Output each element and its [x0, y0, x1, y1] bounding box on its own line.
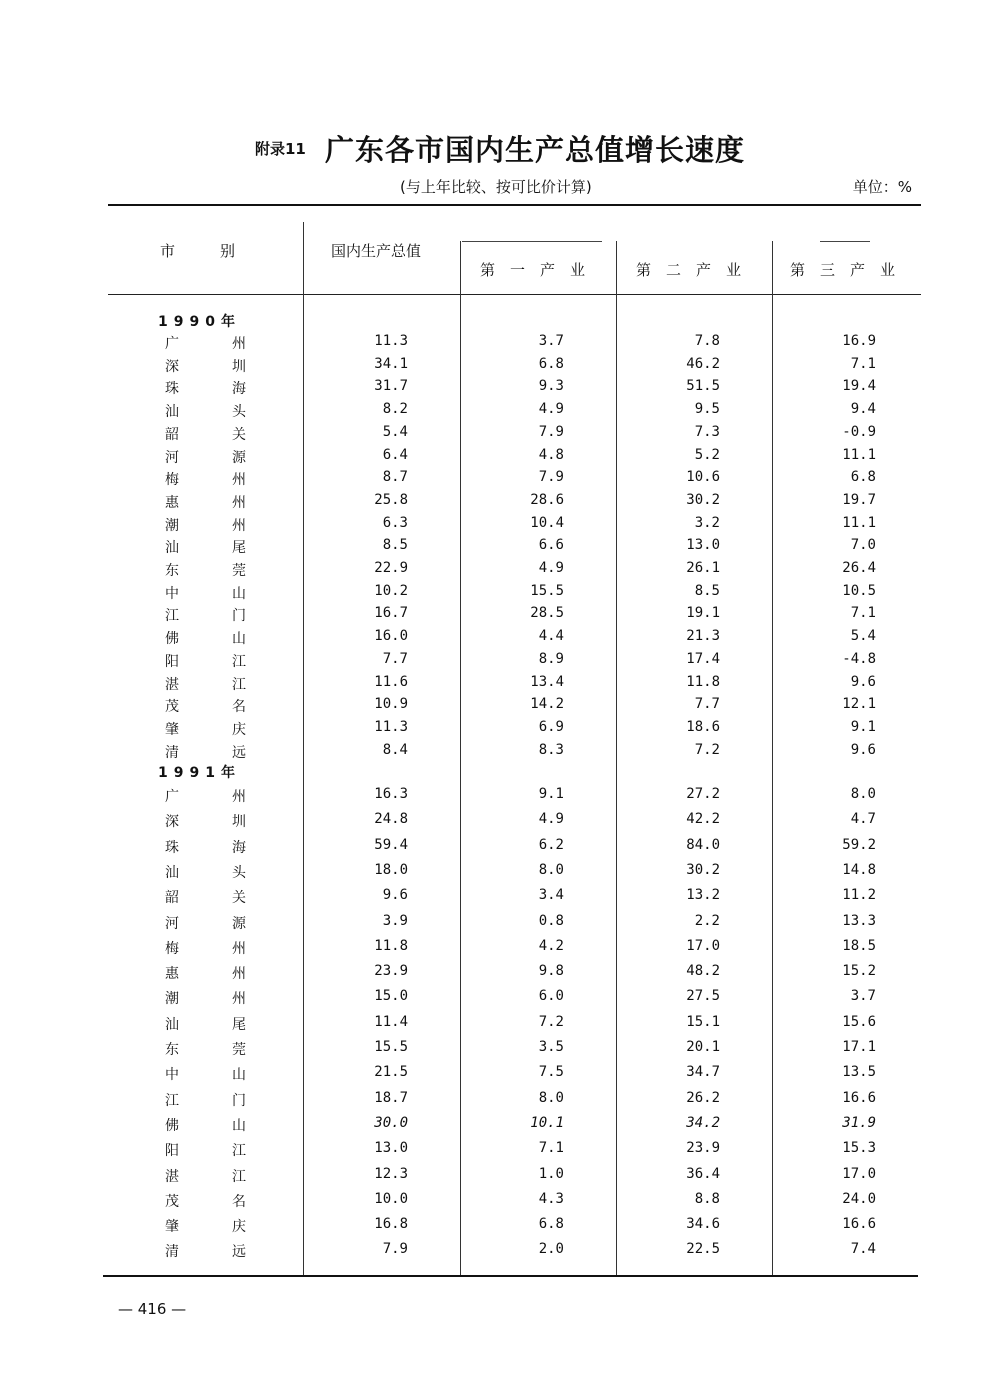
city-char-1: 江 — [165, 608, 179, 625]
city-char-2: 源 — [232, 915, 246, 932]
tertiary-value: 7.4 — [850, 1241, 876, 1258]
table-row — [0, 1014, 1000, 1036]
primary-value: 15.5 — [530, 582, 564, 599]
primary-value: 4.4 — [538, 628, 564, 645]
city-char-2: 名 — [232, 1193, 246, 1210]
primary-value: 10.1 — [530, 1114, 564, 1131]
gdp-value: 9.6 — [382, 887, 408, 904]
city-char-1: 河 — [165, 449, 179, 466]
table-row — [0, 628, 1000, 650]
header-tertiary: 第 三 产 业 — [790, 261, 896, 279]
secondary-value: 17.0 — [686, 937, 720, 954]
city-char-2: 海 — [232, 381, 246, 398]
table-bottom-rule — [103, 1275, 918, 1277]
gdp-value: 16.8 — [374, 1216, 408, 1233]
table-row — [0, 447, 1000, 469]
tertiary-value: 31.9 — [842, 1114, 876, 1131]
secondary-value: 27.2 — [686, 786, 720, 802]
primary-value: 10.4 — [530, 514, 564, 531]
tertiary-value: 9.4 — [850, 401, 876, 418]
gdp-value: 5.4 — [382, 423, 408, 440]
gdp-value: 34.1 — [374, 355, 408, 372]
gdp-value: 16.3 — [374, 786, 408, 802]
city-char-1: 汕 — [165, 540, 179, 557]
table-row — [0, 1216, 1000, 1238]
primary-value: 4.9 — [538, 811, 564, 828]
table-row — [0, 1090, 1000, 1112]
tertiary-value: -0.9 — [842, 423, 876, 440]
secondary-value: 18.6 — [686, 718, 720, 735]
secondary-value: 21.3 — [686, 628, 720, 645]
primary-value: 2.0 — [538, 1241, 564, 1258]
gdp-value: 10.9 — [374, 696, 408, 713]
primary-value: 9.8 — [538, 963, 564, 980]
city-char-2: 山 — [232, 1067, 246, 1084]
unit-label: 单位：% — [852, 178, 912, 196]
secondary-value: 8.8 — [694, 1190, 720, 1207]
secondary-value: 26.1 — [686, 560, 720, 576]
city-char-1: 茂 — [165, 699, 179, 716]
city-char-1: 汕 — [165, 404, 179, 421]
secondary-value: 23.9 — [686, 1140, 720, 1157]
secondary-value: 17.4 — [686, 650, 720, 667]
city-char-1: 茂 — [165, 1193, 179, 1210]
primary-value: 9.3 — [538, 378, 564, 395]
primary-value: 1.0 — [538, 1165, 564, 1182]
table-header-rule — [108, 294, 921, 295]
tertiary-value: 13.3 — [842, 912, 876, 929]
table-row — [0, 913, 1000, 935]
tertiary-value: 17.1 — [842, 1039, 876, 1055]
primary-value: 6.6 — [538, 537, 564, 554]
table-row — [0, 988, 1000, 1010]
year-label: 1991年 — [158, 765, 241, 781]
tertiary-value: 17.0 — [842, 1165, 876, 1182]
city-char-2: 莞 — [232, 563, 246, 579]
primary-value: 8.0 — [538, 1089, 564, 1106]
primary-value: 3.4 — [538, 887, 564, 904]
table-row — [0, 786, 1000, 808]
tertiary-value: 5.4 — [850, 628, 876, 645]
gdp-value: 31.7 — [374, 378, 408, 395]
city-char-1: 东 — [165, 563, 179, 579]
city-char-2: 关 — [232, 890, 246, 907]
city-char-2: 头 — [232, 404, 246, 421]
city-char-2: 圳 — [232, 814, 246, 831]
table-row — [0, 605, 1000, 627]
primary-value: 4.3 — [538, 1190, 564, 1207]
secondary-value: 20.1 — [686, 1039, 720, 1055]
tertiary-value: 11.1 — [842, 514, 876, 531]
tertiary-value: 15.3 — [842, 1140, 876, 1157]
table-row — [0, 356, 1000, 378]
tertiary-value: 14.8 — [842, 861, 876, 878]
tertiary-value: 11.1 — [842, 446, 876, 463]
table-row — [0, 378, 1000, 400]
table-row — [0, 1166, 1000, 1188]
tertiary-value: 26.4 — [842, 560, 876, 576]
city-char-1: 河 — [165, 915, 179, 932]
city-char-1: 湛 — [165, 1168, 179, 1185]
tertiary-value: 10.5 — [842, 582, 876, 599]
table-row — [0, 424, 1000, 446]
secondary-value: 7.8 — [694, 333, 720, 349]
tertiary-value: 16.9 — [842, 333, 876, 349]
secondary-value: 8.5 — [694, 582, 720, 599]
table-row — [0, 401, 1000, 423]
city-char-2: 州 — [232, 472, 246, 489]
tertiary-value: 19.4 — [842, 378, 876, 395]
table-row — [0, 696, 1000, 718]
secondary-value: 34.7 — [686, 1064, 720, 1081]
tertiary-value: 7.1 — [850, 605, 876, 622]
secondary-value: 26.2 — [686, 1089, 720, 1106]
city-char-1: 清 — [165, 1244, 179, 1261]
city-char-1: 阳 — [165, 1143, 179, 1160]
table-row — [0, 651, 1000, 673]
gdp-value: 16.7 — [374, 605, 408, 622]
city-char-1: 佛 — [165, 631, 179, 648]
city-char-1: 深 — [165, 358, 179, 375]
tertiary-value: 9.6 — [850, 741, 876, 758]
secondary-value: 7.7 — [694, 696, 720, 713]
tertiary-value: 4.7 — [850, 811, 876, 828]
appendix-tag: 附录11 — [255, 140, 306, 158]
secondary-value: 48.2 — [686, 963, 720, 980]
city-char-2: 山 — [232, 1117, 246, 1134]
subtitle: (与上年比较、按可比价计算) — [400, 178, 592, 196]
table-top-rule — [108, 204, 921, 206]
primary-value: 0.8 — [538, 912, 564, 929]
city-char-2: 江 — [232, 676, 246, 693]
secondary-value: 2.2 — [694, 912, 720, 929]
primary-value: 7.9 — [538, 469, 564, 486]
primary-value: 4.9 — [538, 560, 564, 576]
city-char-1: 肇 — [165, 721, 179, 738]
secondary-value: 19.1 — [686, 605, 720, 622]
city-char-2: 尾 — [232, 540, 246, 557]
city-char-1: 惠 — [165, 966, 179, 983]
table-row — [0, 560, 1000, 582]
secondary-value: 84.0 — [686, 836, 720, 853]
gdp-value: 11.3 — [374, 718, 408, 735]
tertiary-value: 16.6 — [842, 1089, 876, 1106]
city-char-1: 汕 — [165, 1016, 179, 1033]
gdp-value: 13.0 — [374, 1140, 408, 1157]
gdp-value: 11.3 — [374, 333, 408, 349]
city-char-1: 梅 — [165, 940, 179, 957]
city-char-2: 远 — [232, 744, 246, 761]
table-row — [0, 1064, 1000, 1086]
primary-value: 7.9 — [538, 423, 564, 440]
table-row — [0, 492, 1000, 514]
city-char-2: 州 — [232, 789, 246, 805]
city-char-2: 海 — [232, 839, 246, 856]
city-char-1: 佛 — [165, 1117, 179, 1134]
secondary-value: 11.8 — [686, 673, 720, 690]
page-title — [0, 128, 1000, 169]
header-city: 市 别 — [160, 242, 236, 260]
primary-value: 7.5 — [538, 1064, 564, 1081]
table-row — [0, 1191, 1000, 1213]
gdp-value: 18.0 — [374, 861, 408, 878]
table-row — [0, 887, 1000, 909]
secondary-value: 51.5 — [686, 378, 720, 395]
primary-value: 6.0 — [538, 988, 564, 1005]
gdp-value: 23.9 — [374, 963, 408, 980]
gdp-value: 12.3 — [374, 1165, 408, 1182]
primary-value: 8.3 — [538, 741, 564, 758]
secondary-value: 13.0 — [686, 537, 720, 554]
city-char-2: 门 — [232, 608, 246, 625]
primary-value: 8.0 — [538, 861, 564, 878]
table-row — [0, 333, 1000, 355]
tertiary-value: -4.8 — [842, 650, 876, 667]
gdp-value: 8.2 — [382, 401, 408, 418]
city-char-2: 庆 — [232, 1219, 246, 1236]
primary-value: 7.1 — [538, 1140, 564, 1157]
city-char-1: 清 — [165, 744, 179, 761]
table-row — [0, 1039, 1000, 1061]
tertiary-value: 6.8 — [850, 469, 876, 486]
gdp-value: 21.5 — [374, 1064, 408, 1081]
tertiary-value: 16.6 — [842, 1216, 876, 1233]
year-heading — [0, 762, 1000, 784]
city-char-2: 州 — [232, 336, 246, 352]
city-char-2: 头 — [232, 864, 246, 881]
gdp-value: 8.7 — [382, 469, 408, 486]
secondary-value: 27.5 — [686, 988, 720, 1005]
city-char-2: 江 — [232, 653, 246, 670]
tertiary-value: 18.5 — [842, 937, 876, 954]
gdp-value: 30.0 — [374, 1114, 408, 1131]
city-char-2: 江 — [232, 1168, 246, 1185]
city-char-2: 门 — [232, 1092, 246, 1109]
title-main: 广东各市国内生产总值增长速度 — [324, 133, 745, 167]
primary-value: 8.9 — [538, 650, 564, 667]
gdp-value: 11.4 — [374, 1013, 408, 1030]
tertiary-value: 59.2 — [842, 836, 876, 853]
city-char-2: 州 — [232, 966, 246, 983]
primary-value: 28.6 — [530, 491, 564, 508]
tertiary-value: 7.0 — [850, 537, 876, 554]
city-char-1: 惠 — [165, 494, 179, 511]
tertiary-value: 24.0 — [842, 1190, 876, 1207]
city-char-1: 深 — [165, 814, 179, 831]
table-row — [0, 719, 1000, 741]
header-primary: 第 一 产 业 — [480, 261, 586, 279]
secondary-value: 22.5 — [686, 1241, 720, 1258]
secondary-value: 42.2 — [686, 811, 720, 828]
gdp-value: 8.5 — [382, 537, 408, 554]
tertiary-value: 11.2 — [842, 887, 876, 904]
gdp-value: 18.7 — [374, 1089, 408, 1106]
tertiary-value: 12.1 — [842, 696, 876, 713]
city-char-2: 州 — [232, 494, 246, 511]
city-char-2: 名 — [232, 699, 246, 716]
secondary-value: 15.1 — [686, 1013, 720, 1030]
gdp-value: 10.0 — [374, 1190, 408, 1207]
gdp-value: 10.2 — [374, 582, 408, 599]
city-char-2: 山 — [232, 585, 246, 602]
city-char-1: 汕 — [165, 864, 179, 881]
tertiary-value: 8.0 — [850, 786, 876, 802]
secondary-value: 3.2 — [694, 514, 720, 531]
gdp-value: 3.9 — [382, 912, 408, 929]
city-char-1: 阳 — [165, 653, 179, 670]
table-row — [0, 537, 1000, 559]
gdp-value: 59.4 — [374, 836, 408, 853]
city-char-1: 珠 — [165, 839, 179, 856]
city-char-2: 州 — [232, 991, 246, 1008]
gdp-value: 11.8 — [374, 937, 408, 954]
subheader-rule — [462, 241, 602, 242]
city-char-1: 珠 — [165, 381, 179, 398]
primary-value: 6.9 — [538, 718, 564, 735]
gdp-value: 8.4 — [382, 741, 408, 758]
tertiary-value: 9.6 — [850, 673, 876, 690]
secondary-value: 36.4 — [686, 1165, 720, 1182]
tertiary-value: 9.1 — [850, 718, 876, 735]
tertiary-value: 13.5 — [842, 1064, 876, 1081]
city-char-2: 庆 — [232, 721, 246, 738]
city-char-1: 湛 — [165, 676, 179, 693]
gdp-value: 15.0 — [374, 988, 408, 1005]
primary-value: 3.5 — [538, 1039, 564, 1055]
primary-value: 28.5 — [530, 605, 564, 622]
city-char-2: 源 — [232, 449, 246, 466]
tertiary-value: 7.1 — [850, 355, 876, 372]
secondary-value: 7.2 — [694, 741, 720, 758]
city-char-1: 江 — [165, 1092, 179, 1109]
city-char-1: 广 — [165, 789, 179, 805]
city-char-1: 东 — [165, 1042, 179, 1058]
city-char-1: 中 — [165, 1067, 179, 1084]
secondary-value: 30.2 — [686, 491, 720, 508]
table-row — [0, 963, 1000, 985]
city-char-2: 圳 — [232, 358, 246, 375]
gdp-value: 7.7 — [382, 650, 408, 667]
secondary-value: 5.2 — [694, 446, 720, 463]
city-char-1: 梅 — [165, 472, 179, 489]
primary-value: 4.8 — [538, 446, 564, 463]
city-char-2: 关 — [232, 426, 246, 443]
city-char-1: 韶 — [165, 426, 179, 443]
city-char-1: 潮 — [165, 517, 179, 534]
tertiary-value: 3.7 — [850, 988, 876, 1005]
page-number: — 416 — — [118, 1300, 187, 1318]
gdp-value: 6.4 — [382, 446, 408, 463]
city-char-2: 山 — [232, 631, 246, 648]
gdp-value: 16.0 — [374, 628, 408, 645]
table-row — [0, 469, 1000, 491]
city-char-2: 远 — [232, 1244, 246, 1261]
city-char-2: 州 — [232, 940, 246, 957]
primary-value: 4.2 — [538, 937, 564, 954]
city-char-1: 广 — [165, 336, 179, 352]
table-row — [0, 1115, 1000, 1137]
primary-value: 14.2 — [530, 696, 564, 713]
city-char-2: 莞 — [232, 1042, 246, 1058]
header-gdp: 国内生产总值 — [331, 242, 422, 260]
city-char-1: 潮 — [165, 991, 179, 1008]
secondary-value: 30.2 — [686, 861, 720, 878]
subheader-rule — [820, 241, 870, 242]
city-char-2: 州 — [232, 517, 246, 534]
gdp-value: 15.5 — [374, 1039, 408, 1055]
table-row — [0, 811, 1000, 833]
table-row — [0, 1241, 1000, 1263]
primary-value: 6.8 — [538, 1216, 564, 1233]
primary-value: 9.1 — [538, 786, 564, 802]
year-heading — [0, 311, 1000, 333]
tertiary-value: 15.6 — [842, 1013, 876, 1030]
tertiary-value: 15.2 — [842, 963, 876, 980]
primary-value: 6.2 — [538, 836, 564, 853]
primary-value: 13.4 — [530, 673, 564, 690]
secondary-value: 34.6 — [686, 1216, 720, 1233]
city-char-2: 尾 — [232, 1016, 246, 1033]
gdp-value: 22.9 — [374, 560, 408, 576]
secondary-value: 9.5 — [694, 401, 720, 418]
table-row — [0, 742, 1000, 764]
secondary-value: 10.6 — [686, 469, 720, 486]
gdp-value: 11.6 — [374, 673, 408, 690]
primary-value: 3.7 — [538, 333, 564, 349]
gdp-value: 25.8 — [374, 491, 408, 508]
table-row — [0, 583, 1000, 605]
primary-value: 4.9 — [538, 401, 564, 418]
secondary-value: 7.3 — [694, 423, 720, 440]
gdp-value: 6.3 — [382, 514, 408, 531]
table-row — [0, 837, 1000, 859]
primary-value: 6.8 — [538, 355, 564, 372]
table-row — [0, 862, 1000, 884]
header-secondary: 第 二 产 业 — [636, 261, 742, 279]
gdp-value: 24.8 — [374, 811, 408, 828]
table-row — [0, 1140, 1000, 1162]
city-char-1: 肇 — [165, 1219, 179, 1236]
tertiary-value: 19.7 — [842, 491, 876, 508]
table-row — [0, 938, 1000, 960]
gdp-value: 7.9 — [382, 1241, 408, 1258]
secondary-value: 34.2 — [686, 1114, 720, 1131]
city-char-2: 江 — [232, 1143, 246, 1160]
city-char-1: 韶 — [165, 890, 179, 907]
secondary-value: 46.2 — [686, 355, 720, 372]
city-char-1: 中 — [165, 585, 179, 602]
primary-value: 7.2 — [538, 1013, 564, 1030]
secondary-value: 13.2 — [686, 887, 720, 904]
table-row — [0, 674, 1000, 696]
table-row — [0, 515, 1000, 537]
year-label: 1990年 — [158, 314, 241, 330]
